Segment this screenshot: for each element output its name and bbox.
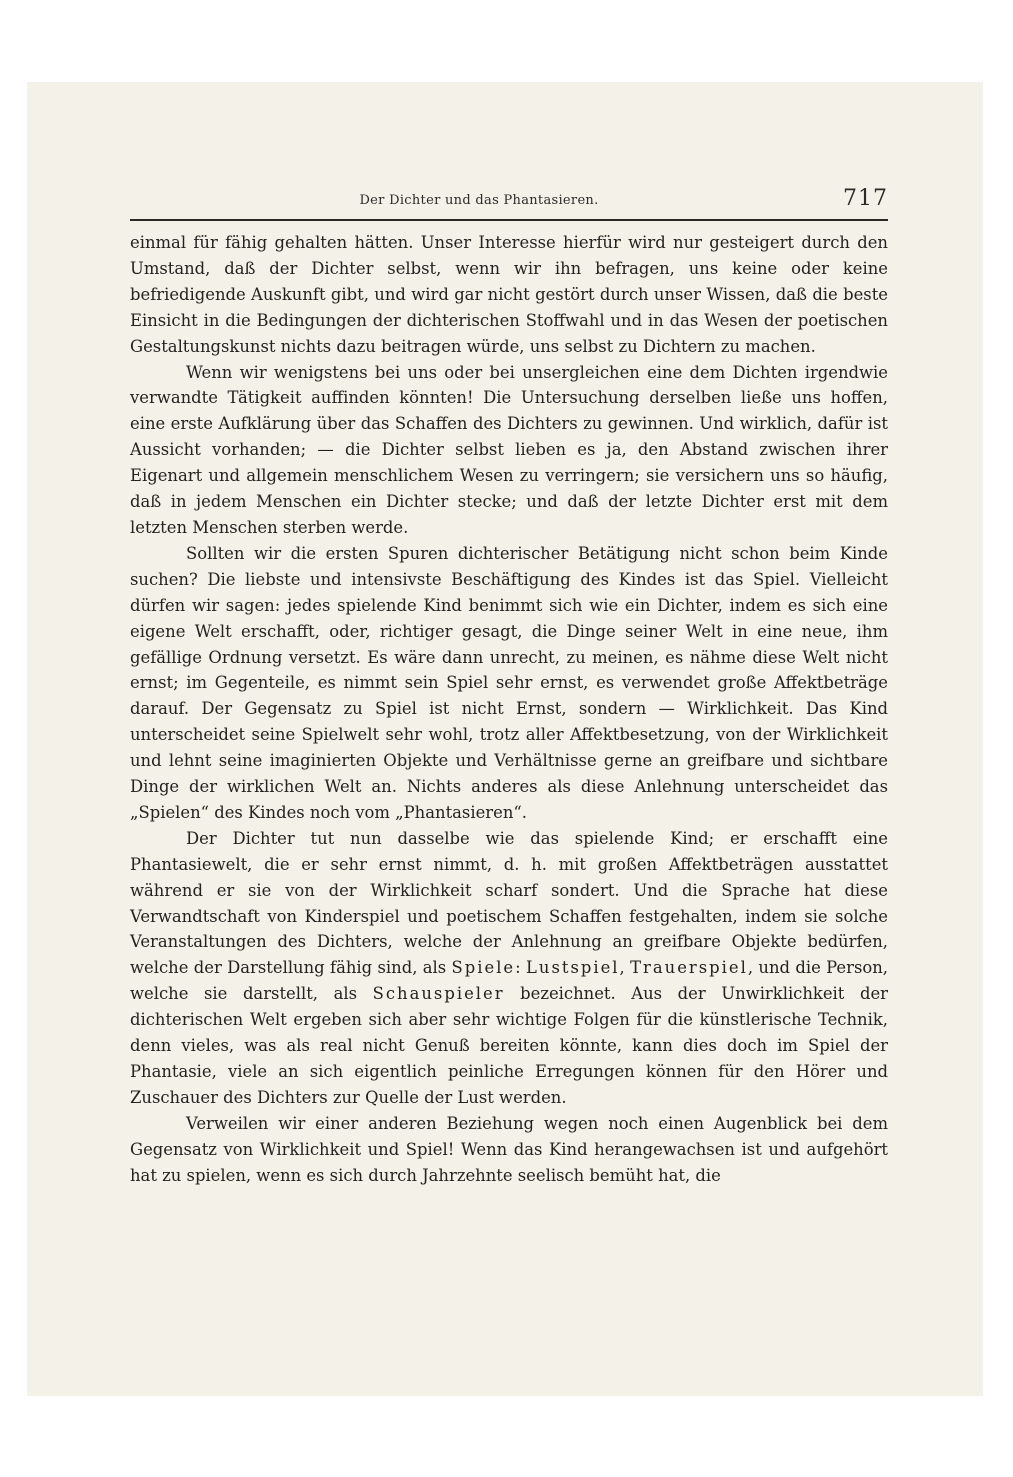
paragraph	[130, 230, 888, 360]
running-title: Der Dichter und das Phantasieren.	[359, 193, 599, 208]
body-text	[130, 230, 888, 1189]
text-segment: Wenn wir wenigstens bei uns oder bei unsergleichen eine dem Dichten irgendwie verwandte Tätigkeit auffinden könnten! Die Untersuchung derselben ließe uns hoffen, eine erste Aufklärung über das Schaffen des Dichters zu gewinnen. Und wirklich, dafür ist Aussicht vorhanden; — die Dichter selbst lieben es ja, den Abstand zwischen ihrer Eigenart und allgemein menschlichem Wesen zu verringern; sie versichern uns so häufig, daß in jedem Menschen ein Dichter stecke; und daß der letzte Dichter erst mit dem letzten Menschen sterben werde.	[130, 362, 888, 537]
text-segment: Verweilen wir einer anderen Beziehung wegen noch einen Augenblick bei dem Gegensatz von Wirklichkeit und Spiel! Wenn das Kind herangewachsen ist und aufgehört hat zu spielen, wenn es sich durch Jahrzehnte seelisch bemüht hat, die	[130, 1113, 888, 1185]
paragraph	[130, 826, 888, 1111]
spaced-term: Spiele	[451, 958, 516, 978]
text-segment: Sollten wir die ersten Spuren dichterischer Betätigung nicht schon beim Kinde suchen? Die liebste und intensivste Beschäftigung des Kindes ist das Spiel. Vielleicht dürfen wir sagen: jedes spielende Kind benimmt sich wie ein Dichter, indem es sich eine eigene Welt erschafft, oder, richtiger gesagt, die Dinge seiner Welt in eine neue, ihm gefällige Ordnung versetzt. Es wäre dann unrecht, zu meinen, es nähme diese Welt nicht ernst; im Gegenteile, es nimmt sein Spiel sehr ernst, es verwendet große Affektbeträge darauf. Der Gegensatz zu Spiel ist nicht Ernst, sondern — Wirklichkeit. Das Kind unterscheidet seine Spielwelt sehr wohl, trotz aller Affektbesetzung, von der Wirklichkeit und lehnt seine imaginierten Objekte und Verhältnisse gerne an greifbare und sichtbare Dinge der wirklichen Welt an. Nichts anderes als diese Anlehnung unterscheidet das „Spielen“ des Kindes noch vom „Phantasieren“.	[130, 543, 888, 822]
spaced-term: Lustspiel	[526, 958, 620, 978]
text-segment: ,	[619, 958, 631, 978]
text-segment: einmal für fähig gehalten hätten. Unser Interesse hierfür wird nur gesteigert durch den Umstand, daß der Dichter selbst, wenn wir ihn befragen, uns keine oder keine befriedigende Auskunft gibt, und wird gar nicht gestört durch unser Wissen, daß die beste Einsicht in die Bedingungen der dichterischen Stoffwahl und in das Wesen der poetischen Gestaltungskunst nichts dazu beitragen würde, uns selbst zu Dichtern zu machen.	[130, 233, 888, 356]
text-segment: bezeichnet. Aus der Unwirklichkeit der dichterischen Welt ergeben sich aber sehr wichtige Folgen für die künstlerische Technik, denn vieles, was als real nicht Genuß bereiten könnte, kann dies doch im Spiel der Phantasie, viele an sich eigentlich peinliche Erregungen können für den Hörer und Zuschauer des Dichters zur Quelle der Lust werden.	[130, 984, 888, 1107]
text-segment: , und die Person, welche sie darstellt, als	[130, 958, 888, 1004]
header-rule	[130, 219, 888, 221]
text-segment: :	[515, 958, 527, 978]
page-number: 717	[843, 186, 888, 211]
spaced-term: Trauerspiel	[630, 958, 748, 978]
running-header	[130, 186, 888, 214]
spaced-term: Schauspieler	[372, 984, 505, 1004]
text-segment: Der Dichter tut nun dasselbe wie das spielende Kind; er erschafft eine Phantasiewelt, die er sehr ernst nimmt, d. h. mit großen Affektbeträgen ausstattet während er sie von der Wirklichkeit scharf sondert. Und die Sprache hat diese Verwandtschaft von Kinderspiel und poetischem Schaffen festgehalten, indem sie solche Veranstaltungen des Dichters, welche der Anlehnung an greifbare Objekte bedürfen, welche der Darstellung fähig sind, als	[130, 828, 888, 978]
paragraph	[130, 1111, 888, 1189]
paragraph	[130, 541, 888, 826]
paragraph	[130, 360, 888, 541]
